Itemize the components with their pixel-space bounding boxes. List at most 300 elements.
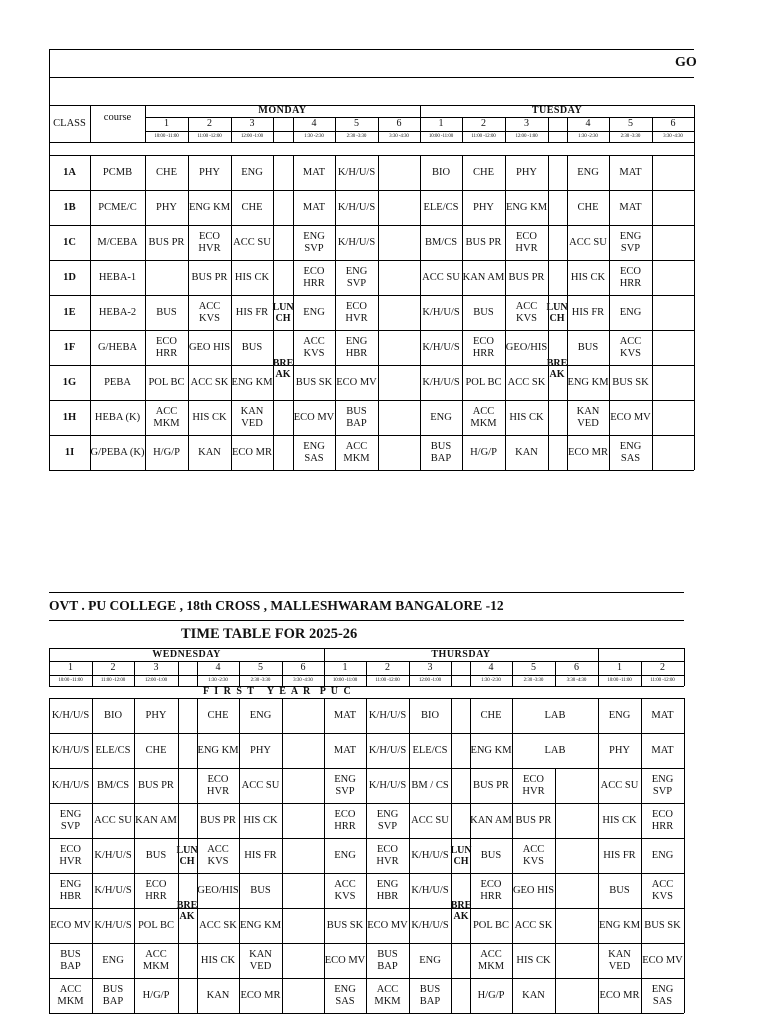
period-time: 11:00 -12:00 xyxy=(100,677,126,683)
subject-cell: ECO HVR xyxy=(206,773,230,797)
grid-line xyxy=(49,142,50,155)
subject-cell: ECO HRR xyxy=(303,265,325,289)
grid-line xyxy=(684,661,685,686)
subject-cell: ACC KVS xyxy=(303,335,325,359)
subject-cell: BUS PR xyxy=(148,236,185,248)
subject-cell: BUS PR xyxy=(508,271,545,283)
subject-cell: GEO/HIS xyxy=(505,341,548,353)
subject-cell: ENG SAS xyxy=(619,440,642,464)
subject-cell: PHY xyxy=(608,744,630,756)
period-number: 5 xyxy=(258,662,263,673)
subject-cell: KAN VED xyxy=(608,948,631,972)
grid-line xyxy=(49,49,694,50)
period-number: 2 xyxy=(110,662,116,673)
period-time: 2:30 -3:30 xyxy=(346,133,367,139)
subject-cell: MAT xyxy=(333,709,357,721)
subject-cell: ENG xyxy=(608,709,631,721)
lunch-label: LUNCH xyxy=(546,302,568,324)
grid-line xyxy=(49,49,50,105)
subject-cell: HIS FR xyxy=(603,849,636,861)
period-time: 11:00 -12:00 xyxy=(471,133,496,139)
subject-cell: BIO xyxy=(103,709,123,721)
subject-cell: KAN AM xyxy=(135,814,177,826)
lunch-label: LUNCH xyxy=(176,845,198,867)
subject-cell: H/G/P xyxy=(470,446,497,458)
subject-cell: KAN xyxy=(515,446,538,458)
subject-cell: CHE xyxy=(473,166,494,178)
subject-cell: HIS CK xyxy=(192,411,227,423)
subject-cell: BIO xyxy=(420,709,440,721)
subject-cell xyxy=(378,155,420,190)
grid-line xyxy=(694,155,695,470)
grid-line xyxy=(684,648,685,661)
subject-cell: K/H/U/S xyxy=(51,779,90,791)
course-name: M/CEBA xyxy=(97,236,138,248)
day-header-tuesday: TUESDAY xyxy=(531,105,583,116)
subject-cell: BUS SK xyxy=(644,919,681,931)
subject-cell: CHE xyxy=(207,709,229,721)
subject-cell: ELE/CS xyxy=(412,744,448,756)
subject-cell: ECO HRR xyxy=(472,335,495,359)
grid-line xyxy=(598,648,599,661)
subject-cell: ACC KVS xyxy=(207,843,229,867)
subject-cell: ACC MKM xyxy=(470,405,497,429)
subject-cell: ACC SU xyxy=(422,271,460,283)
subject-cell: ENG xyxy=(651,849,674,861)
subject-cell: PHY xyxy=(515,166,537,178)
subject-cell: ENG KM xyxy=(505,201,548,213)
subject-cell: ACC MKM xyxy=(374,983,401,1007)
subject-cell: KAN VED xyxy=(240,405,264,429)
subject-cell: K/H/U/S xyxy=(337,201,376,213)
subject-cell: ECO MV xyxy=(324,954,366,966)
subject-cell: ENG SVP xyxy=(303,230,325,254)
class-id: 1C xyxy=(63,236,76,248)
period-time: 1:30 -2:30 xyxy=(304,133,324,139)
grid-line xyxy=(694,142,695,155)
period-number: 1 xyxy=(438,118,444,129)
subject-cell xyxy=(652,435,694,470)
subject-cell: MAT xyxy=(302,166,326,178)
break-label: BREAK xyxy=(176,900,198,922)
subject-cell: BUS xyxy=(577,341,599,353)
period-number: 5 xyxy=(628,118,633,129)
course-name: PCMB xyxy=(102,166,133,178)
subject-cell: ECO MR xyxy=(240,989,281,1001)
subject-cell: BUS SK xyxy=(295,376,333,388)
period-time: 12:00 -1:00 xyxy=(515,133,538,139)
subject-cell: K/H/U/S xyxy=(94,849,132,861)
period-time: 11:00 -12:00 xyxy=(375,677,400,683)
grid-line xyxy=(694,105,695,142)
subject-cell: K/H/U/S xyxy=(337,166,376,178)
college-title: OVT . PU COLLEGE , 18th CROSS , MALLESHWARAM BANGALORE -12 xyxy=(49,598,504,613)
period-number: 6 xyxy=(300,662,306,673)
period-number: 6 xyxy=(670,118,676,129)
subject-cell: MAT xyxy=(619,166,642,178)
class-id: 1E xyxy=(63,306,76,318)
class-id: 1G xyxy=(62,376,77,388)
subject-cell: ENG HBR xyxy=(376,878,399,902)
period-number: 3 xyxy=(524,118,529,129)
period-number: 1 xyxy=(68,662,73,673)
lunch-label: LUNCH xyxy=(272,302,294,324)
subject-cell: ECO HVR xyxy=(59,843,82,867)
subject-cell: BUS PR xyxy=(473,779,509,791)
subject-cell: BUS xyxy=(609,884,630,896)
subject-cell: BUS BAP xyxy=(377,948,398,972)
subject-cell xyxy=(555,768,598,803)
break-label: BREAK xyxy=(272,358,294,380)
grid-line xyxy=(49,1013,684,1014)
period-time: 12:00 -1:00 xyxy=(240,133,264,139)
subject-cell: ENG KM xyxy=(239,919,282,931)
period-number: 2 xyxy=(481,118,486,129)
subject-cell: ACC SK xyxy=(199,919,237,931)
period-time: 12:00 -1:00 xyxy=(418,677,442,683)
subject-cell: ACC MKM xyxy=(153,405,180,429)
subject-cell xyxy=(282,733,324,768)
period-number: 6 xyxy=(574,662,579,673)
subject-cell xyxy=(378,295,420,330)
period-time: 2:30 -3:30 xyxy=(250,677,271,683)
period-time: 10:00 -11:00 xyxy=(607,677,632,683)
subject-cell: HIS CK xyxy=(234,271,270,283)
subject-cell: ECO MV xyxy=(336,376,377,388)
period-time: 2:30 -3:30 xyxy=(620,133,641,139)
subject-cell xyxy=(652,400,694,435)
period-number: 4 xyxy=(215,662,221,673)
subject-cell: KAN VED xyxy=(249,948,272,972)
grid-line xyxy=(49,142,694,143)
subject-cell xyxy=(652,260,694,295)
subject-cell: K/H/U/S xyxy=(94,884,132,896)
subject-cell: ACC SU xyxy=(600,779,639,791)
grid-line xyxy=(178,661,179,686)
subject-cell: K/H/U/S xyxy=(422,341,460,353)
class-id: 1F xyxy=(63,341,76,353)
subject-cell: BUS PR xyxy=(515,814,552,826)
period-number: 5 xyxy=(354,118,359,129)
subject-cell: ECO HVR xyxy=(522,773,545,797)
period-time: 3:30 -4:30 xyxy=(663,133,683,139)
period-number: 1 xyxy=(617,662,622,673)
subject-cell: CHE xyxy=(480,709,502,721)
subject-cell xyxy=(378,330,420,365)
grid-line xyxy=(273,117,274,142)
subject-cell: POL BC xyxy=(148,376,185,388)
course-header: course xyxy=(103,112,132,123)
subject-cell: ACC MKM xyxy=(142,948,170,972)
subject-cell: CHE xyxy=(156,166,177,178)
subject-cell: GEO HIS xyxy=(188,341,231,353)
subject-cell: ENG HBR xyxy=(345,335,368,359)
period-number: 2 xyxy=(207,118,212,129)
period-number: 6 xyxy=(396,118,402,129)
subject-cell: BUS PR xyxy=(200,814,236,826)
subject-cell: ENG KM xyxy=(567,376,609,388)
period-number: 4 xyxy=(488,662,494,673)
subject-cell: ACC SU xyxy=(569,236,607,248)
period-time: 10:00 -11:00 xyxy=(428,133,454,139)
subject-cell: POL BC xyxy=(137,919,175,931)
subject-cell: PHY xyxy=(249,744,271,756)
subject-cell: K/H/U/S xyxy=(411,884,449,896)
subject-cell xyxy=(652,330,694,365)
subject-cell: ACC KVS xyxy=(522,843,545,867)
subject-cell xyxy=(555,908,598,943)
subject-cell: H/G/P xyxy=(153,446,180,458)
subject-cell: KAN xyxy=(198,446,221,458)
subject-cell: ENG xyxy=(619,306,642,318)
subject-cell: BUS xyxy=(145,849,167,861)
lunch-label: LUNCH xyxy=(450,845,472,867)
subject-cell: K/H/U/S xyxy=(337,236,376,248)
subject-cell: ECO MV xyxy=(367,919,408,931)
subject-cell: BUS BAP xyxy=(346,405,367,429)
class-id: 1H xyxy=(62,411,77,423)
subject-cell: H/G/P xyxy=(477,989,505,1001)
subject-cell: ENG SVP xyxy=(376,808,399,832)
period-number: 1 xyxy=(164,118,169,129)
subject-cell: ENG SVP xyxy=(651,773,674,797)
subject-cell: PHY xyxy=(145,709,167,721)
subject-cell xyxy=(282,838,324,873)
subject-cell: BUS PR xyxy=(191,271,228,283)
subject-cell xyxy=(555,873,598,908)
period-number: 4 xyxy=(585,118,591,129)
subject-cell xyxy=(555,978,598,1013)
subject-cell: ENG xyxy=(241,166,263,178)
subject-cell: H/G/P xyxy=(142,989,170,1001)
subject-cell: ENG xyxy=(303,306,325,318)
subject-cell xyxy=(282,698,324,733)
subject-cell: ACC KVS xyxy=(515,300,538,324)
subject-cell: ECO HRR xyxy=(155,335,178,359)
period-time: 3:30 -4:30 xyxy=(389,133,409,139)
grid-line xyxy=(49,470,694,471)
period-time: 12:00 -1:00 xyxy=(144,677,168,683)
period-time: 11:00 -12:00 xyxy=(650,677,675,683)
subject-cell: ECO HRR xyxy=(651,808,674,832)
subject-cell xyxy=(555,838,598,873)
subject-cell: BUS xyxy=(156,306,177,318)
subject-cell: ENG xyxy=(419,954,441,966)
course-name: HEBA-1 xyxy=(98,271,137,283)
lab-cell: LAB xyxy=(544,709,566,721)
subject-cell: K/H/U/S xyxy=(411,849,449,861)
grid-line xyxy=(451,661,452,686)
course-name: G/HEBA xyxy=(97,341,138,353)
class-header: CLASS xyxy=(53,117,86,129)
subject-cell: ECO HRR xyxy=(480,878,502,902)
subject-cell xyxy=(555,803,598,838)
subject-cell: KAN VED xyxy=(576,405,600,429)
period-time: 3:30 -4:30 xyxy=(293,677,313,683)
subject-cell: K/H/U/S xyxy=(368,709,407,721)
subject-cell: PHY xyxy=(155,201,177,213)
subject-cell: GEO HIS xyxy=(512,884,555,896)
grid-line xyxy=(49,77,694,78)
subject-cell: ECO HVR xyxy=(345,300,368,324)
lab-cell: LAB xyxy=(544,744,566,756)
subject-cell: ENG SVP xyxy=(59,808,82,832)
subject-cell: K/H/U/S xyxy=(422,376,460,388)
subject-cell: K/H/U/S xyxy=(51,709,90,721)
subject-cell: ECO MR xyxy=(568,446,608,458)
subject-cell: ENG KM xyxy=(231,376,273,388)
subject-cell xyxy=(282,978,324,1013)
subject-cell: KAN AM xyxy=(470,814,512,826)
subject-cell: CHE xyxy=(241,201,263,213)
subject-cell: PHY xyxy=(472,201,494,213)
subject-cell: ENG xyxy=(430,411,452,423)
period-time: 1:30 -2:30 xyxy=(208,677,228,683)
subject-cell: BUS SK xyxy=(326,919,364,931)
subject-cell: ACC MKM xyxy=(57,983,84,1007)
subject-cell: BUS PR xyxy=(465,236,502,248)
subject-cell: HIS CK xyxy=(516,954,551,966)
subject-cell: KAN AM xyxy=(462,271,505,283)
subject-cell: ECO MR xyxy=(599,989,640,1001)
day-header-thursday: THURSDAY xyxy=(431,648,491,660)
course-name: G/PEBA (K) xyxy=(90,446,145,458)
subject-cell: MAT xyxy=(619,201,642,213)
subject-cell xyxy=(378,400,420,435)
break-label: BREAK xyxy=(546,358,568,380)
subject-cell xyxy=(282,943,324,978)
subject-cell: CHE xyxy=(577,201,599,213)
period-number: 2 xyxy=(660,662,665,673)
subject-cell: GEO/HIS xyxy=(197,884,239,896)
class-id: 1I xyxy=(64,446,75,458)
grid-line xyxy=(49,686,684,687)
subject-cell: ECO HRR xyxy=(334,808,356,832)
subject-cell: ENG SAS xyxy=(303,440,325,464)
subject-cell: ACC KVS xyxy=(198,300,221,324)
subject-cell: ECO MV xyxy=(610,411,651,423)
period-number: 5 xyxy=(531,662,536,673)
period-number: 4 xyxy=(311,118,317,129)
subject-cell: ENG SVP xyxy=(345,265,368,289)
subject-cell: BM/CS xyxy=(96,779,130,791)
subject-cell: ECO HRR xyxy=(145,878,167,902)
subject-cell: ACC KVS xyxy=(619,335,642,359)
subject-cell: K/H/U/S xyxy=(368,779,407,791)
period-number: 3 xyxy=(249,118,255,129)
subject-cell xyxy=(652,155,694,190)
period-time: 10:00 -11:00 xyxy=(154,133,179,139)
grid-line xyxy=(548,117,549,142)
period-time: 11:00 -12:00 xyxy=(197,133,222,139)
subject-cell: ECO HVR xyxy=(376,843,399,867)
subject-cell: BUS BAP xyxy=(430,440,452,464)
subject-cell: ENG xyxy=(577,166,599,178)
break-label: BREAK xyxy=(450,900,472,922)
subject-cell xyxy=(378,365,420,400)
subject-cell: HIS CK xyxy=(200,954,236,966)
grid-line xyxy=(49,620,684,621)
subject-cell: ACC SU xyxy=(411,814,449,826)
subject-cell: HIS CK xyxy=(243,814,278,826)
subject-cell: POL BC xyxy=(465,376,502,388)
subject-cell: ACC SK xyxy=(507,376,546,388)
subject-cell: ACC SU xyxy=(94,814,132,826)
subject-cell: BUS PR xyxy=(138,779,174,791)
subject-cell xyxy=(652,190,694,225)
subject-cell: ENG xyxy=(249,709,272,721)
subject-cell: ENG KM xyxy=(598,919,641,931)
subject-cell: POL BC xyxy=(472,919,510,931)
subject-cell: ENG SVP xyxy=(619,230,642,254)
subject-cell: ACC MKM xyxy=(343,440,370,464)
subject-cell: MAT xyxy=(651,744,674,756)
subject-cell: MAT xyxy=(302,201,326,213)
subject-cell: KAN xyxy=(206,989,230,1001)
subject-cell: BUS xyxy=(250,884,271,896)
subject-cell: BUS xyxy=(473,306,494,318)
subject-cell: PHY xyxy=(198,166,220,178)
day-header-wednesday: WEDNESDAY xyxy=(152,648,221,660)
subject-cell xyxy=(282,803,324,838)
subject-cell: ECO HVR xyxy=(515,230,538,254)
subject-cell: K/H/U/S xyxy=(411,919,449,931)
subject-cell: ACC SK xyxy=(190,376,229,388)
subject-cell xyxy=(378,260,420,295)
grid-line xyxy=(684,698,685,1013)
subject-cell: ENG xyxy=(102,954,124,966)
subject-cell: ECO HVR xyxy=(198,230,221,254)
subject-cell: ACC SU xyxy=(233,236,271,248)
subject-cell: ENG KM xyxy=(188,201,231,213)
class-id: 1B xyxy=(63,201,76,213)
subject-cell: ELE/CS xyxy=(95,744,131,756)
course-name: PEBA xyxy=(104,376,131,388)
subject-cell: HIS FR xyxy=(235,306,269,318)
subject-cell: K/H/U/S xyxy=(368,744,407,756)
subject-cell: BUS BAP xyxy=(419,983,441,1007)
period-time: 10:00 -11:00 xyxy=(332,677,358,683)
course-name: PCME/C xyxy=(98,201,137,213)
timetable-title: TIME TABLE FOR 2025-26 xyxy=(181,626,358,642)
subject-cell: KAN xyxy=(522,989,545,1001)
subject-cell xyxy=(652,295,694,330)
subject-cell: ELE/CS xyxy=(423,201,459,213)
period-time: 2:30 -3:30 xyxy=(523,677,544,683)
subject-cell: BUS xyxy=(241,341,263,353)
subject-cell: MAT xyxy=(651,709,674,721)
subject-cell: ACC SK xyxy=(514,919,553,931)
subject-cell: BM / CS xyxy=(411,779,449,791)
subject-cell: BIO xyxy=(431,166,451,178)
subject-cell: ENG KM xyxy=(197,744,239,756)
subject-cell: ENG HBR xyxy=(59,878,82,902)
subject-cell xyxy=(282,873,324,908)
subject-cell: BUS SK xyxy=(612,376,649,388)
grid-line xyxy=(49,648,50,661)
year-label: F I R S T Y E A R P U C xyxy=(203,686,353,697)
subject-cell: CHE xyxy=(145,744,167,756)
day-header-monday: MONDAY xyxy=(258,105,307,116)
subject-cell: ACC SU xyxy=(241,779,280,791)
subject-cell: ENG KM xyxy=(470,744,512,756)
period-time: 3:30 -4:30 xyxy=(566,677,587,683)
subject-cell: ECO HRR xyxy=(619,265,642,289)
subject-cell: ENG SAS xyxy=(651,983,674,1007)
subject-cell: ECO MV xyxy=(293,411,335,423)
subject-cell: BUS xyxy=(480,849,502,861)
subject-cell: K/H/U/S xyxy=(422,306,460,318)
